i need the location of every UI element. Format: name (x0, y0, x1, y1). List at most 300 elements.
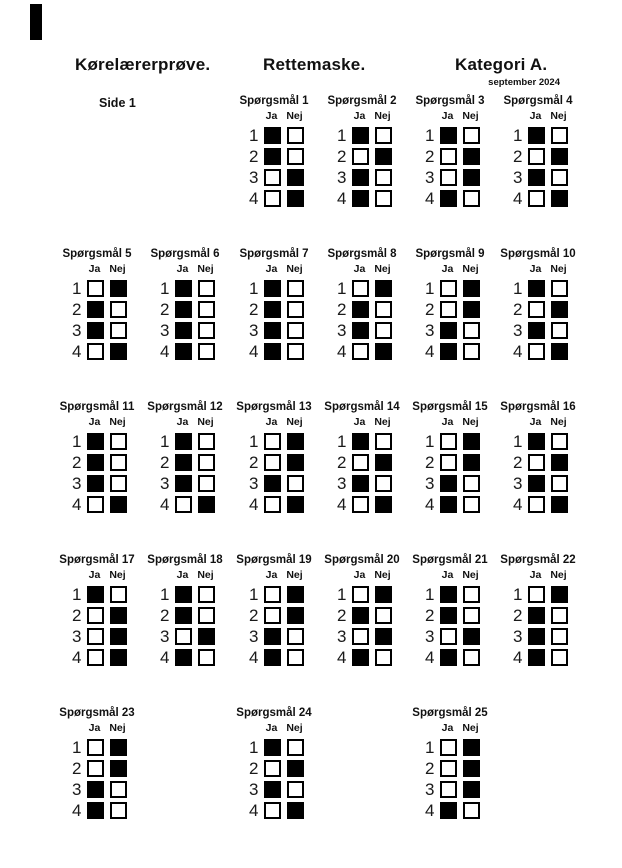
row-number: 3 (337, 474, 347, 493)
answer-row (53, 452, 141, 473)
answer-row (53, 584, 141, 605)
q21-row2-nej-checkbox (463, 607, 480, 624)
q5-row3-nej-checkbox (110, 322, 127, 339)
row-number: 4 (425, 342, 435, 361)
q13-row1-ja-checkbox (264, 433, 281, 450)
q4-row2-nej-checkbox (551, 148, 568, 165)
row-number: 3 (337, 321, 347, 340)
q20-row3-ja-checkbox (352, 628, 369, 645)
q4-row1-ja-checkbox (528, 127, 545, 144)
row-number: 2 (160, 606, 170, 625)
q1-row3-nej-checkbox (287, 169, 304, 186)
q5-row1-nej-checkbox (110, 280, 127, 297)
q10-row3-ja-checkbox (528, 322, 545, 339)
yes-column-label: Ja (88, 416, 101, 428)
row-number: 4 (72, 495, 82, 514)
q10-row4-ja-checkbox (528, 343, 545, 360)
answer-row (141, 431, 229, 452)
q18-row1-nej-checkbox (198, 586, 215, 603)
answer-row (318, 146, 406, 167)
yes-column-label: Ja (265, 569, 278, 581)
answer-row (230, 341, 318, 362)
q14-row1-nej-checkbox (375, 433, 392, 450)
q8-row1-ja-checkbox (352, 280, 369, 297)
no-column-label: Nej (550, 569, 567, 581)
question-title: Spørgsmål 4 (503, 95, 573, 107)
answer-row (494, 626, 582, 647)
yes-column-label: Ja (529, 416, 542, 428)
question-title: Spørgsmål 2 (327, 95, 397, 107)
no-column-label: Nej (286, 263, 303, 275)
answer-row (406, 146, 494, 167)
yes-column-label: Ja (441, 569, 454, 581)
q8-row4-ja-checkbox (352, 343, 369, 360)
no-column-label: Nej (286, 569, 303, 581)
q21-row4-nej-checkbox (463, 649, 480, 666)
row-number: 3 (249, 321, 259, 340)
q11-row4-ja-checkbox (87, 496, 104, 513)
q9-row4-nej-checkbox (463, 343, 480, 360)
no-column-label: Nej (374, 569, 391, 581)
question-block-4 (494, 94, 582, 209)
q5-row4-ja-checkbox (87, 343, 104, 360)
answer-row (494, 167, 582, 188)
row-number: 1 (337, 585, 347, 604)
answer-row (494, 431, 582, 452)
answer-row (318, 494, 406, 515)
category-title: Kategori A. (455, 55, 548, 74)
answer-row (53, 341, 141, 362)
row-number: 1 (249, 126, 259, 145)
q14-row4-ja-checkbox (352, 496, 369, 513)
answer-row (53, 494, 141, 515)
q2-row2-ja-checkbox (352, 148, 369, 165)
row-number: 2 (72, 606, 82, 625)
q14-row2-nej-checkbox (375, 454, 392, 471)
q6-row3-ja-checkbox (175, 322, 192, 339)
answer-row (141, 494, 229, 515)
q23-row2-nej-checkbox (110, 760, 127, 777)
q2-row3-ja-checkbox (352, 169, 369, 186)
q13-row3-nej-checkbox (287, 475, 304, 492)
q25-row4-ja-checkbox (440, 802, 457, 819)
row-number: 3 (513, 168, 523, 187)
row-number: 4 (425, 495, 435, 514)
answer-row (230, 800, 318, 821)
q6-row2-ja-checkbox (175, 301, 192, 318)
row-number: 2 (249, 759, 259, 778)
question-block-9 (406, 247, 494, 362)
q15-row1-ja-checkbox (440, 433, 457, 450)
yes-column-label: Ja (529, 569, 542, 581)
answer-row (494, 146, 582, 167)
answer-row (318, 188, 406, 209)
q3-row2-nej-checkbox (463, 148, 480, 165)
question-title: Spørgsmål 13 (236, 401, 312, 413)
q7-row3-nej-checkbox (287, 322, 304, 339)
row-number: 1 (72, 585, 82, 604)
row-number: 4 (249, 648, 259, 667)
q16-row1-ja-checkbox (528, 433, 545, 450)
question-title: Spørgsmål 24 (236, 707, 312, 719)
q8-row4-nej-checkbox (375, 343, 392, 360)
row-number: 3 (72, 474, 82, 493)
q20-row4-ja-checkbox (352, 649, 369, 666)
no-column-label: Nej (109, 263, 126, 275)
document-subtitle: Rettemaske. (263, 55, 366, 74)
q15-row4-ja-checkbox (440, 496, 457, 513)
yes-column-label: Ja (529, 110, 542, 122)
row-number: 3 (160, 474, 170, 493)
row-number: 3 (513, 474, 523, 493)
answer-row (406, 584, 494, 605)
q25-row1-ja-checkbox (440, 739, 457, 756)
answer-row (53, 626, 141, 647)
q14-row1-ja-checkbox (352, 433, 369, 450)
no-column-label: Nej (462, 569, 479, 581)
answer-row (53, 605, 141, 626)
question-title: Spørgsmål 6 (150, 248, 220, 260)
q6-row1-ja-checkbox (175, 280, 192, 297)
yes-column-label: Ja (265, 722, 278, 734)
answer-row (406, 188, 494, 209)
question-title: Spørgsmål 25 (412, 707, 488, 719)
question-block-10 (494, 247, 582, 362)
answer-row (494, 647, 582, 668)
answer-row (318, 605, 406, 626)
registration-mark (30, 4, 42, 40)
q23-row4-nej-checkbox (110, 802, 127, 819)
question-block-3 (406, 94, 494, 209)
q16-row2-nej-checkbox (551, 454, 568, 471)
question-title: Spørgsmål 3 (415, 95, 485, 107)
q16-row2-ja-checkbox (528, 454, 545, 471)
q13-row3-ja-checkbox (264, 475, 281, 492)
q17-row4-ja-checkbox (87, 649, 104, 666)
q21-row1-nej-checkbox (463, 586, 480, 603)
no-column-label: Nej (462, 263, 479, 275)
answer-row (406, 758, 494, 779)
no-column-label: Nej (462, 722, 479, 734)
q1-row1-ja-checkbox (264, 127, 281, 144)
row-number: 4 (72, 801, 82, 820)
yes-column-label: Ja (265, 416, 278, 428)
row-number: 3 (337, 627, 347, 646)
answer-row (141, 605, 229, 626)
q15-row3-ja-checkbox (440, 475, 457, 492)
answer-row (406, 800, 494, 821)
question-title: Spørgsmål 11 (59, 401, 135, 413)
answer-row (230, 188, 318, 209)
answer-row (494, 125, 582, 146)
q13-row4-ja-checkbox (264, 496, 281, 513)
answer-row (53, 431, 141, 452)
answer-row (230, 626, 318, 647)
q8-row2-nej-checkbox (375, 301, 392, 318)
q13-row2-nej-checkbox (287, 454, 304, 471)
row-number: 2 (337, 147, 347, 166)
q1-row3-ja-checkbox (264, 169, 281, 186)
q9-row1-ja-checkbox (440, 280, 457, 297)
no-column-label: Nej (286, 110, 303, 122)
q17-row2-nej-checkbox (110, 607, 127, 624)
answer-row (318, 320, 406, 341)
yes-column-label: Ja (265, 263, 278, 275)
row-number: 4 (425, 648, 435, 667)
question-title: Spørgsmål 9 (415, 248, 485, 260)
q2-row3-nej-checkbox (375, 169, 392, 186)
answer-row (406, 431, 494, 452)
answer-row (406, 452, 494, 473)
answer-row (141, 341, 229, 362)
answer-row (494, 494, 582, 515)
answer-row (230, 779, 318, 800)
answer-row (230, 647, 318, 668)
q11-row2-nej-checkbox (110, 454, 127, 471)
q14-row4-nej-checkbox (375, 496, 392, 513)
answer-row (406, 278, 494, 299)
q11-row2-ja-checkbox (87, 454, 104, 471)
q18-row2-ja-checkbox (175, 607, 192, 624)
row-number: 1 (160, 432, 170, 451)
q18-row1-ja-checkbox (175, 586, 192, 603)
question-title: Spørgsmål 17 (59, 554, 135, 566)
yes-no-header (439, 110, 494, 122)
answer-row (230, 125, 318, 146)
q16-row1-nej-checkbox (551, 433, 568, 450)
row-number: 1 (425, 126, 435, 145)
yes-no-header (527, 569, 582, 581)
q11-row1-nej-checkbox (110, 433, 127, 450)
answer-row (406, 167, 494, 188)
row-number: 2 (249, 300, 259, 319)
answer-row (318, 626, 406, 647)
document-title: Kørelærerprøve. (75, 55, 211, 74)
row-number: 4 (513, 495, 523, 514)
answer-row (230, 320, 318, 341)
question-title: Spørgsmål 23 (59, 707, 135, 719)
q22-row2-nej-checkbox (551, 607, 568, 624)
q22-row1-nej-checkbox (551, 586, 568, 603)
q19-row1-nej-checkbox (287, 586, 304, 603)
q21-row3-ja-checkbox (440, 628, 457, 645)
q12-row1-nej-checkbox (198, 433, 215, 450)
row-number: 2 (160, 300, 170, 319)
yes-column-label: Ja (88, 569, 101, 581)
row-number: 3 (425, 321, 435, 340)
q1-row1-nej-checkbox (287, 127, 304, 144)
answer-row (53, 299, 141, 320)
answer-row (318, 584, 406, 605)
no-column-label: Nej (197, 263, 214, 275)
question-title: Spørgsmål 1 (239, 95, 309, 107)
row-number: 1 (249, 738, 259, 757)
question-block-5 (53, 247, 141, 362)
q1-row2-ja-checkbox (264, 148, 281, 165)
q3-row2-ja-checkbox (440, 148, 457, 165)
q4-row3-ja-checkbox (528, 169, 545, 186)
row-number: 2 (425, 147, 435, 166)
row-number: 3 (72, 627, 82, 646)
row-number: 2 (337, 453, 347, 472)
row-number: 2 (249, 453, 259, 472)
q10-row1-ja-checkbox (528, 280, 545, 297)
q15-row3-nej-checkbox (463, 475, 480, 492)
q12-row3-ja-checkbox (175, 475, 192, 492)
q2-row1-ja-checkbox (352, 127, 369, 144)
q11-row4-nej-checkbox (110, 496, 127, 513)
row-number: 1 (513, 585, 523, 604)
row-number: 1 (513, 432, 523, 451)
yes-no-header (86, 722, 141, 734)
row-number: 1 (425, 738, 435, 757)
q4-row2-ja-checkbox (528, 148, 545, 165)
q2-row2-nej-checkbox (375, 148, 392, 165)
answer-row (230, 584, 318, 605)
q10-row4-nej-checkbox (551, 343, 568, 360)
date-label: september 2024 (488, 77, 560, 88)
row-number: 4 (160, 648, 170, 667)
question-block-25 (406, 706, 494, 821)
row-number: 4 (337, 342, 347, 361)
answer-row (494, 605, 582, 626)
question-block-22 (494, 553, 582, 668)
q2-row1-nej-checkbox (375, 127, 392, 144)
yes-column-label: Ja (176, 569, 189, 581)
q23-row2-ja-checkbox (87, 760, 104, 777)
q8-row1-nej-checkbox (375, 280, 392, 297)
q5-row3-ja-checkbox (87, 322, 104, 339)
q22-row3-nej-checkbox (551, 628, 568, 645)
q9-row1-nej-checkbox (463, 280, 480, 297)
answer-row (141, 299, 229, 320)
q23-row3-ja-checkbox (87, 781, 104, 798)
yes-column-label: Ja (265, 110, 278, 122)
q15-row4-nej-checkbox (463, 496, 480, 513)
q6-row2-nej-checkbox (198, 301, 215, 318)
q21-row3-nej-checkbox (463, 628, 480, 645)
q24-row4-nej-checkbox (287, 802, 304, 819)
q22-row4-nej-checkbox (551, 649, 568, 666)
answer-row (318, 125, 406, 146)
no-column-label: Nej (462, 110, 479, 122)
answer-row (141, 584, 229, 605)
answer-row (53, 647, 141, 668)
row-number: 1 (425, 585, 435, 604)
q7-row1-ja-checkbox (264, 280, 281, 297)
question-block-15 (406, 400, 494, 515)
q5-row2-ja-checkbox (87, 301, 104, 318)
yes-no-header (351, 263, 406, 275)
q2-row4-ja-checkbox (352, 190, 369, 207)
question-block-1 (230, 94, 318, 209)
no-column-label: Nej (550, 110, 567, 122)
q14-row3-ja-checkbox (352, 475, 369, 492)
q12-row4-nej-checkbox (198, 496, 215, 513)
q13-row1-nej-checkbox (287, 433, 304, 450)
answer-row (406, 299, 494, 320)
answer-row (230, 473, 318, 494)
q6-row4-ja-checkbox (175, 343, 192, 360)
q24-row1-ja-checkbox (264, 739, 281, 756)
q25-row3-ja-checkbox (440, 781, 457, 798)
row-number: 4 (160, 495, 170, 514)
answer-row (406, 626, 494, 647)
answer-row (53, 779, 141, 800)
answer-row (318, 167, 406, 188)
answer-row (53, 278, 141, 299)
yes-no-header (527, 263, 582, 275)
q5-row4-nej-checkbox (110, 343, 127, 360)
q21-row4-ja-checkbox (440, 649, 457, 666)
q7-row4-nej-checkbox (287, 343, 304, 360)
row-number: 1 (425, 279, 435, 298)
q3-row1-nej-checkbox (463, 127, 480, 144)
q8-row3-ja-checkbox (352, 322, 369, 339)
row-number: 4 (249, 189, 259, 208)
row-number: 4 (337, 495, 347, 514)
row-number: 1 (72, 279, 82, 298)
answer-row (141, 452, 229, 473)
q7-row3-ja-checkbox (264, 322, 281, 339)
q17-row2-ja-checkbox (87, 607, 104, 624)
yes-no-header (174, 416, 229, 428)
row-number: 3 (249, 474, 259, 493)
row-number: 1 (72, 738, 82, 757)
no-column-label: Nej (197, 569, 214, 581)
yes-column-label: Ja (176, 416, 189, 428)
row-number: 4 (249, 342, 259, 361)
question-title: Spørgsmål 10 (500, 248, 576, 260)
yes-column-label: Ja (88, 263, 101, 275)
q2-row4-nej-checkbox (375, 190, 392, 207)
answer-row (53, 737, 141, 758)
question-title: Spørgsmål 7 (239, 248, 309, 260)
yes-column-label: Ja (88, 722, 101, 734)
row-number: 2 (337, 300, 347, 319)
row-number: 2 (160, 453, 170, 472)
question-title: Spørgsmål 18 (147, 554, 223, 566)
row-number: 1 (160, 279, 170, 298)
question-block-16 (494, 400, 582, 515)
answer-row (230, 431, 318, 452)
answer-row (53, 800, 141, 821)
q22-row4-ja-checkbox (528, 649, 545, 666)
answer-row (318, 299, 406, 320)
question-title: Spørgsmål 21 (412, 554, 488, 566)
row-number: 2 (513, 147, 523, 166)
yes-column-label: Ja (441, 110, 454, 122)
answer-row (230, 737, 318, 758)
answer-row (406, 125, 494, 146)
row-number: 2 (249, 147, 259, 166)
answer-row (53, 320, 141, 341)
q15-row2-ja-checkbox (440, 454, 457, 471)
q16-row4-nej-checkbox (551, 496, 568, 513)
question-title: Spørgsmål 12 (147, 401, 223, 413)
q18-row2-nej-checkbox (198, 607, 215, 624)
answer-row (318, 341, 406, 362)
q12-row2-nej-checkbox (198, 454, 215, 471)
q5-row1-ja-checkbox (87, 280, 104, 297)
question-block-14 (318, 400, 406, 515)
yes-no-header (263, 416, 318, 428)
row-number: 3 (160, 321, 170, 340)
question-title: Spørgsmål 15 (412, 401, 488, 413)
answer-row (230, 167, 318, 188)
question-title: Spørgsmål 20 (324, 554, 400, 566)
question-title: Spørgsmål 19 (236, 554, 312, 566)
